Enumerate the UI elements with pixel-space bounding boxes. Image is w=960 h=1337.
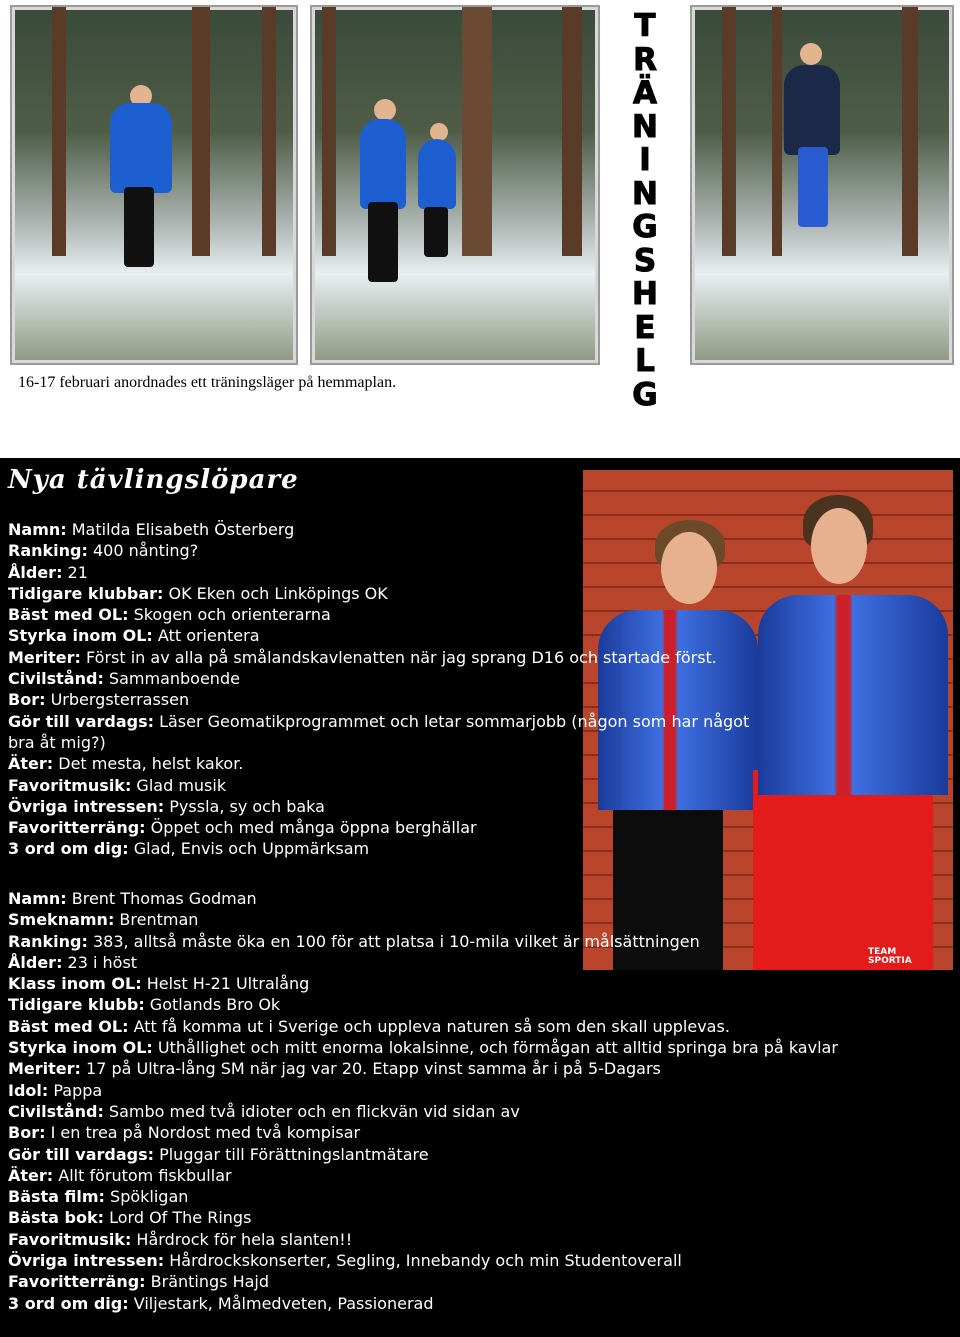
field-label: Favoritmusik: [8,775,132,795]
field-label: Bästa film: [8,1187,105,1207]
field-value: 400 nånting? [87,541,199,561]
field-value: Sammanboende [103,669,240,689]
photo-caption: 16-17 februari anordnades ett träningsläger på hemmaplan. [18,374,397,391]
profile-matilda [8,519,768,860]
field-value: Spökligan [104,1187,189,1207]
field-value: Urbergsterrassen [45,690,190,710]
field-label: Smeknamn: [8,910,115,930]
field-label: Ranking: [8,541,88,561]
profile-field [8,668,768,689]
profile-field [8,1207,948,1228]
profile-field [8,1144,948,1165]
field-value: Brentman [114,910,199,930]
field-label: Civilstånd: [8,669,104,689]
field-value: OK Eken och Linköpings OK [163,583,388,603]
field-value: Uthållighet och mitt enorma lokalsinne, och förmågan att alltid springa bra på kavlar [152,1038,838,1058]
profile-field [8,775,768,796]
field-value: Skogen och orienterarna [128,605,331,625]
profile-field [8,583,768,604]
field-label: Gör till vardags: [8,1144,154,1164]
field-label: Ålder: [8,562,63,582]
profile-field [8,994,948,1015]
field-label: Bästa bok: [8,1208,105,1228]
field-value: Öppet och med många öppna berghällar [145,818,477,838]
profile-field [8,1186,948,1207]
profile-field [8,1058,948,1079]
section-heading: Nya tävlingslöpare [8,465,299,495]
field-value: Lord Of The Rings [104,1208,252,1228]
field-value: Först in av alla på smålandskavlenatten när jag sprang D16 och startade först. [80,647,717,667]
training-photo-2 [310,5,600,365]
field-label: Bäst med OL: [8,1016,129,1036]
field-value: Läser Geomatikprogrammet och letar sommarjobb (någon som har något bra åt mig?) [8,711,755,752]
profile-field [8,540,768,561]
field-label: Tidigare klubb: [8,995,145,1015]
field-label: Klass inom OL: [8,974,142,994]
title-letter: H [632,276,658,312]
field-value: Sambo med två idioter och en flickvän vid sidan av [103,1101,520,1121]
field-value: Brent Thomas Godman [66,889,257,908]
field-value: Pyssla, sy och baka [164,796,325,816]
profile-field [8,1165,948,1186]
field-label: Ranking: [8,931,88,951]
field-value: Matilda Elisabeth Österberg [66,520,295,539]
field-label: Favoritterräng: [8,818,146,838]
title-letter: T [634,8,656,44]
field-label: Civilstånd: [8,1101,104,1121]
profile-field [8,625,768,646]
vertical-title [620,10,670,412]
field-label: Övriga intressen: [8,1251,165,1271]
field-label: Favoritterräng: [8,1272,146,1292]
field-value: Glad, Envis och Uppmärksam [128,839,370,859]
field-label: Ålder: [8,952,63,972]
field-value: Gotlands Bro Ok [144,995,281,1015]
profile-field [8,838,768,859]
profile-field [8,1122,948,1143]
profile-field [8,796,768,817]
profile-field [8,1271,948,1292]
field-label: Äter: [8,754,54,774]
field-value: Hårdrockskonserter, Segling, Innebandy och min Studentoverall [164,1251,682,1271]
field-value: I en trea på Nordost med två kompisar [45,1123,361,1143]
field-value: 17 på Ultra-lång SM när jag var 20. Etapp vinst samma år i på 5-Dagars [80,1059,661,1079]
field-value: Glad musik [131,775,227,795]
profile-field [8,647,768,668]
profile-field [8,909,948,930]
profile-field [8,1101,948,1122]
profile-field [8,931,948,952]
title-letter: I [639,142,651,178]
title-letter: L [635,343,655,379]
profile-field [8,1037,948,1058]
field-label: Namn: [8,520,67,539]
shorts-logo: TEAM SPORTIA [868,947,912,966]
field-label: Äter: [8,1165,54,1185]
field-value: Viljestark, Målmedveten, Passionerad [128,1293,434,1313]
title-letter: Ä [633,75,657,111]
field-label: Idol: [8,1080,49,1100]
field-label: Gör till vardags: [8,711,154,731]
field-value: Pluggar till Förättningslantmätare [154,1144,429,1164]
field-value: Pappa [48,1080,103,1100]
title-letter: G [632,209,658,245]
field-label: 3 ord om dig: [8,1293,129,1313]
field-value: Helst H-21 Ultralång [141,974,310,994]
field-label: Meriter: [8,1059,81,1079]
profile-field [8,604,768,625]
profile-field [8,1229,948,1250]
profile-field [8,753,768,774]
profile-field [8,1250,948,1271]
profile-field [8,711,768,754]
field-label: Bor: [8,690,46,710]
profile-field [8,519,768,540]
training-photo-1 [10,5,298,365]
field-value: 23 i höst [62,952,138,972]
field-value: Allt förutom fiskbullar [53,1165,232,1185]
title-letter: S [633,242,657,279]
profile-field [8,952,948,973]
profile-field [8,689,768,710]
field-label: Namn: [8,889,67,908]
field-label: Meriter: [8,647,81,667]
field-label: Styrka inom OL: [8,626,153,646]
field-value: Hårdrock för hela slanten!! [131,1229,353,1249]
profile-field [8,1293,948,1314]
field-value: 21 [62,562,88,582]
title-letter: R [633,41,657,78]
field-value: 383, alltså måste öka en 100 för att platsa i 10-mila vilket är målsättningen [87,931,700,951]
profile-field [8,1016,948,1037]
training-photo-3 [690,5,954,365]
title-letter: G [632,376,658,413]
field-label: Favoritmusik: [8,1229,132,1249]
profile-field [8,973,948,994]
title-letter: N [632,175,658,212]
profile-field [8,562,768,583]
profile-field [8,1080,948,1101]
field-label: 3 ord om dig: [8,839,129,859]
title-letter: N [632,108,658,145]
field-label: Bäst med OL: [8,605,129,625]
field-label: Styrka inom OL: [8,1038,153,1058]
field-value: Att få komma ut i Sverige och uppleva naturen så som den skall upplevas. [128,1016,730,1036]
profile-brent [8,888,948,1314]
field-label: Övriga intressen: [8,796,165,816]
profile-field [8,817,768,838]
field-value: Att orientera [152,626,260,646]
field-value: Det mesta, helst kakor. [53,754,244,774]
title-letter: E [634,309,656,346]
field-value: Bräntings Hajd [145,1272,270,1292]
field-label: Tidigare klubbar: [8,583,164,603]
profile-field [8,888,948,909]
field-label: Bor: [8,1123,46,1143]
